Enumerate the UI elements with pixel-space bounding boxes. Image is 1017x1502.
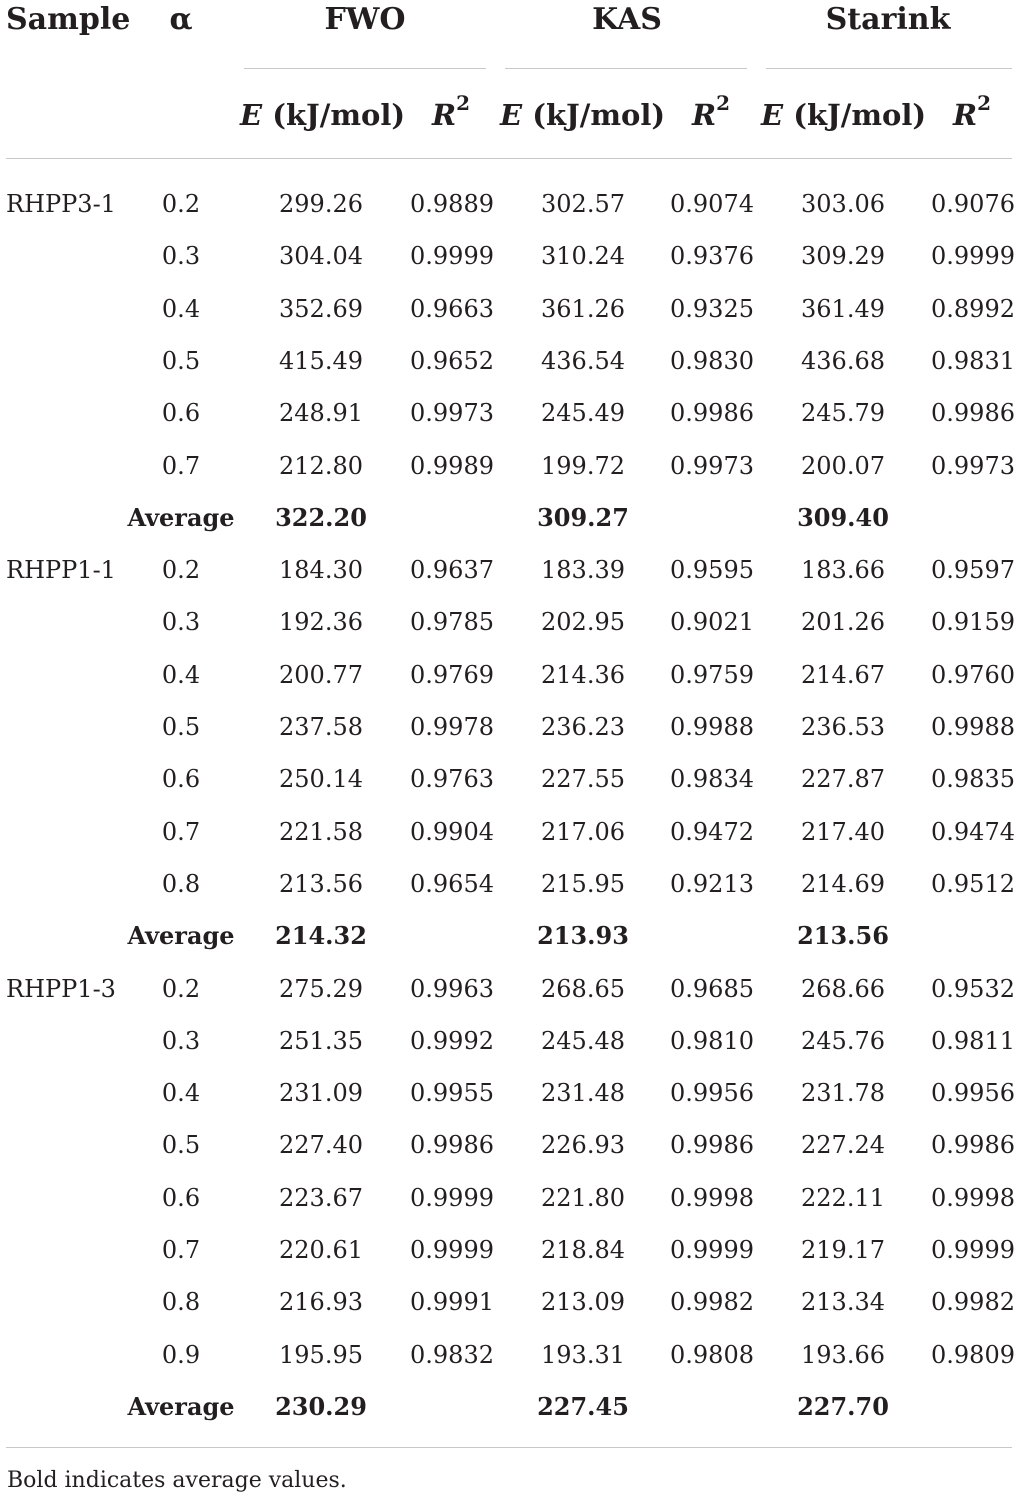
r2-symbol: R [432,98,457,132]
r2-symbol: R [692,98,717,132]
kas-r2: 0.9973 [670,451,754,480]
kas-r2: 0.9376 [670,242,754,271]
fwo-r2: 0.9992 [410,1026,494,1055]
alpha-value: 0.8 [161,1288,201,1317]
bottom-rule [6,1447,1012,1448]
fwo-average: 214.32 [275,921,367,951]
fwo-r2: 0.9955 [410,1079,494,1108]
kas-average: 227.45 [537,1391,629,1421]
kas-energy: 268.65 [541,974,625,1003]
starink-r2: 0.9998 [931,1183,1015,1212]
starink-energy: 245.79 [801,399,885,428]
kas-r2: 0.9988 [670,713,754,741]
r2-exponent: 2 [977,91,992,116]
fwo-energy: 192.36 [279,608,363,637]
kas-r2: 0.9213 [670,869,754,898]
footnote: Bold indicates average values. [7,1468,347,1493]
kas-energy: 183.39 [541,556,625,585]
alpha-value: 0.7 [161,817,201,846]
fwo-r2: 0.9652 [410,346,494,375]
starink-energy: 217.40 [801,817,885,846]
subheader-energy-kas [500,97,665,133]
subheader-r2-fwo [432,91,471,133]
starink-average: 309.40 [797,502,889,532]
alpha-value: 0.3 [161,242,201,271]
starink-r2: 0.9988 [931,713,1015,741]
fwo-energy: 195.95 [279,1340,363,1369]
energy-unit: (kJ/mol) [532,98,666,132]
kas-r2: 0.9834 [670,765,754,794]
kas-energy: 236.23 [541,713,625,741]
fwo-energy: 216.93 [279,1288,363,1317]
starink-r2: 0.9999 [931,1236,1015,1264]
r2-exponent: 2 [716,91,731,116]
kas-r2: 0.9021 [670,608,754,637]
kas-energy: 199.72 [541,451,625,480]
kas-energy: 213.09 [541,1288,625,1317]
alpha-value: 0.6 [161,1183,201,1212]
fwo-r2: 0.9999 [410,242,494,271]
kas-r2: 0.9759 [670,660,754,689]
fwo-r2: 0.9986 [410,1131,494,1160]
alpha-value: 0.7 [161,451,201,480]
average-label: Average [127,502,235,532]
header-rule [6,158,1012,159]
starink-energy: 219.17 [801,1236,885,1264]
fwo-r2: 0.9637 [410,556,494,585]
alpha-value: 0.8 [161,869,201,898]
kas-average: 213.93 [537,921,629,951]
starink-energy: 303.06 [801,190,885,218]
starink-energy: 361.49 [801,294,885,323]
starink-average: 213.56 [797,921,889,951]
fwo-energy: 237.58 [279,713,363,741]
starink-r2: 0.9831 [931,346,1015,375]
starink-energy: 231.78 [801,1079,885,1108]
fwo-average: 322.20 [275,502,367,532]
starink-energy: 201.26 [801,608,885,637]
header-alpha: α [169,2,193,37]
fwo-energy: 200.77 [279,660,363,689]
kas-energy: 310.24 [541,242,625,271]
r2-symbol: R [953,98,978,132]
kas-energy: 214.36 [541,660,625,689]
starink-energy: 213.34 [801,1288,885,1317]
starink-energy: 183.66 [801,556,885,585]
fwo-energy: 299.26 [279,190,363,218]
fwo-r2: 0.9963 [410,974,494,1003]
starink-r2: 0.9973 [931,451,1015,480]
kas-r2: 0.9074 [670,190,754,218]
fwo-r2: 0.9663 [410,294,494,323]
sample-label: RHPP1-1 [6,556,116,585]
kas-energy: 217.06 [541,817,625,846]
kas-energy: 245.49 [541,399,625,428]
kas-energy: 215.95 [541,869,625,898]
spanner-line-starink [766,68,1012,69]
starink-energy: 309.29 [801,242,885,271]
alpha-value: 0.5 [161,346,201,375]
subheader-r2-kas [692,91,731,133]
starink-r2: 0.9986 [931,399,1015,428]
kas-energy: 193.31 [541,1340,625,1369]
fwo-r2: 0.9769 [410,660,494,689]
starink-r2: 0.9809 [931,1340,1015,1369]
fwo-energy: 184.30 [279,556,363,585]
kas-energy: 302.57 [541,190,625,218]
starink-energy: 200.07 [801,451,885,480]
starink-r2: 0.9986 [931,1131,1015,1160]
energy-symbol: E [240,98,263,132]
fwo-energy: 227.40 [279,1131,363,1160]
starink-energy: 227.24 [801,1131,885,1160]
kas-energy: 202.95 [541,608,625,637]
subheader-r2-starink [953,91,992,133]
kas-energy: 245.48 [541,1026,625,1055]
fwo-energy: 213.56 [279,869,363,898]
starink-r2: 0.9159 [931,608,1015,637]
average-label: Average [127,921,235,951]
fwo-r2: 0.9989 [410,451,494,480]
starink-r2: 0.9982 [931,1288,1015,1317]
kas-r2: 0.9810 [670,1026,754,1055]
starink-r2: 0.9835 [931,765,1015,794]
alpha-value: 0.2 [161,190,201,218]
alpha-value: 0.2 [161,974,201,1003]
starink-energy: 214.67 [801,660,885,689]
kas-energy: 221.80 [541,1183,625,1212]
energy-symbol: E [761,98,784,132]
fwo-energy: 275.29 [279,974,363,1003]
starink-r2: 0.9076 [931,190,1015,218]
starink-r2: 0.9811 [931,1026,1015,1055]
starink-average: 227.70 [797,1391,889,1421]
alpha-value: 0.6 [161,399,201,428]
kas-average: 309.27 [537,502,629,532]
header-kas: KAS [592,2,662,37]
energy-unit: (kJ/mol) [793,98,927,132]
kas-r2: 0.9685 [670,974,754,1003]
starink-energy: 193.66 [801,1340,885,1369]
r2-exponent: 2 [456,91,471,116]
fwo-r2: 0.9785 [410,608,494,637]
kas-energy: 436.54 [541,346,625,375]
fwo-r2: 0.9889 [410,190,494,218]
kas-r2: 0.9986 [670,399,754,428]
alpha-value: 0.4 [161,1079,201,1108]
spanner-line-kas [505,68,747,69]
starink-r2: 0.9956 [931,1079,1015,1108]
kas-r2: 0.9998 [670,1183,754,1212]
alpha-value: 0.4 [161,294,201,323]
fwo-r2: 0.9991 [410,1288,494,1317]
kas-r2: 0.9830 [670,346,754,375]
starink-energy: 236.53 [801,713,885,741]
fwo-r2: 0.9999 [410,1183,494,1212]
header-fwo: FWO [324,2,406,37]
kas-energy: 361.26 [541,294,625,323]
starink-r2: 0.9760 [931,660,1015,689]
kas-r2: 0.9956 [670,1079,754,1108]
starink-r2: 0.8992 [931,294,1015,323]
alpha-value: 0.7 [161,1236,201,1264]
subheader-energy-fwo [240,97,405,133]
alpha-value: 0.6 [161,765,201,794]
starink-r2: 0.9512 [931,869,1015,898]
starink-r2: 0.9999 [931,242,1015,271]
alpha-value: 0.5 [161,713,201,741]
fwo-r2: 0.9904 [410,817,494,846]
fwo-energy: 231.09 [279,1079,363,1108]
kas-energy: 226.93 [541,1131,625,1160]
starink-energy: 214.69 [801,869,885,898]
fwo-energy: 248.91 [279,399,363,428]
subheader-energy-starink [761,97,926,133]
fwo-energy: 221.58 [279,817,363,846]
starink-energy: 227.87 [801,765,885,794]
kas-r2: 0.9472 [670,817,754,846]
fwo-energy: 220.61 [279,1236,363,1264]
header-sample: Sample [6,2,131,37]
fwo-r2: 0.9763 [410,765,494,794]
average-label: Average [127,1391,235,1421]
kas-r2: 0.9325 [670,294,754,323]
starink-energy: 436.68 [801,346,885,375]
energy-unit: (kJ/mol) [272,98,406,132]
starink-energy: 245.76 [801,1026,885,1055]
alpha-value: 0.3 [161,608,201,637]
kas-r2: 0.9986 [670,1131,754,1160]
kas-r2: 0.9999 [670,1236,754,1264]
alpha-value: 0.9 [161,1340,201,1369]
fwo-r2: 0.9978 [410,713,494,741]
alpha-value: 0.5 [161,1131,201,1160]
alpha-value: 0.2 [161,556,201,585]
sample-label: RHPP3-1 [6,190,116,218]
kas-energy: 231.48 [541,1079,625,1108]
fwo-energy: 415.49 [279,346,363,375]
fwo-r2: 0.9973 [410,399,494,428]
starink-r2: 0.9597 [931,556,1015,585]
header-starink: Starink [825,2,951,37]
kas-r2: 0.9808 [670,1340,754,1369]
spanner-line-fwo [244,68,486,69]
alpha-value: 0.4 [161,660,201,689]
starink-r2: 0.9474 [931,817,1015,846]
starink-energy: 222.11 [801,1183,885,1212]
fwo-energy: 251.35 [279,1026,363,1055]
fwo-r2: 0.9999 [410,1236,494,1264]
fwo-energy: 304.04 [279,242,363,271]
starink-r2: 0.9532 [931,974,1015,1003]
fwo-average: 230.29 [275,1391,367,1421]
kas-r2: 0.9982 [670,1288,754,1317]
fwo-r2: 0.9832 [410,1340,494,1369]
fwo-energy: 223.67 [279,1183,363,1212]
sample-label: RHPP1-3 [6,974,116,1003]
fwo-energy: 250.14 [279,765,363,794]
fwo-energy: 352.69 [279,294,363,323]
starink-energy: 268.66 [801,974,885,1003]
fwo-r2: 0.9654 [410,869,494,898]
alpha-value: 0.3 [161,1026,201,1055]
kas-energy: 227.55 [541,765,625,794]
energy-symbol: E [500,98,523,132]
kas-r2: 0.9595 [670,556,754,585]
fwo-energy: 212.80 [279,451,363,480]
kas-energy: 218.84 [541,1236,625,1264]
